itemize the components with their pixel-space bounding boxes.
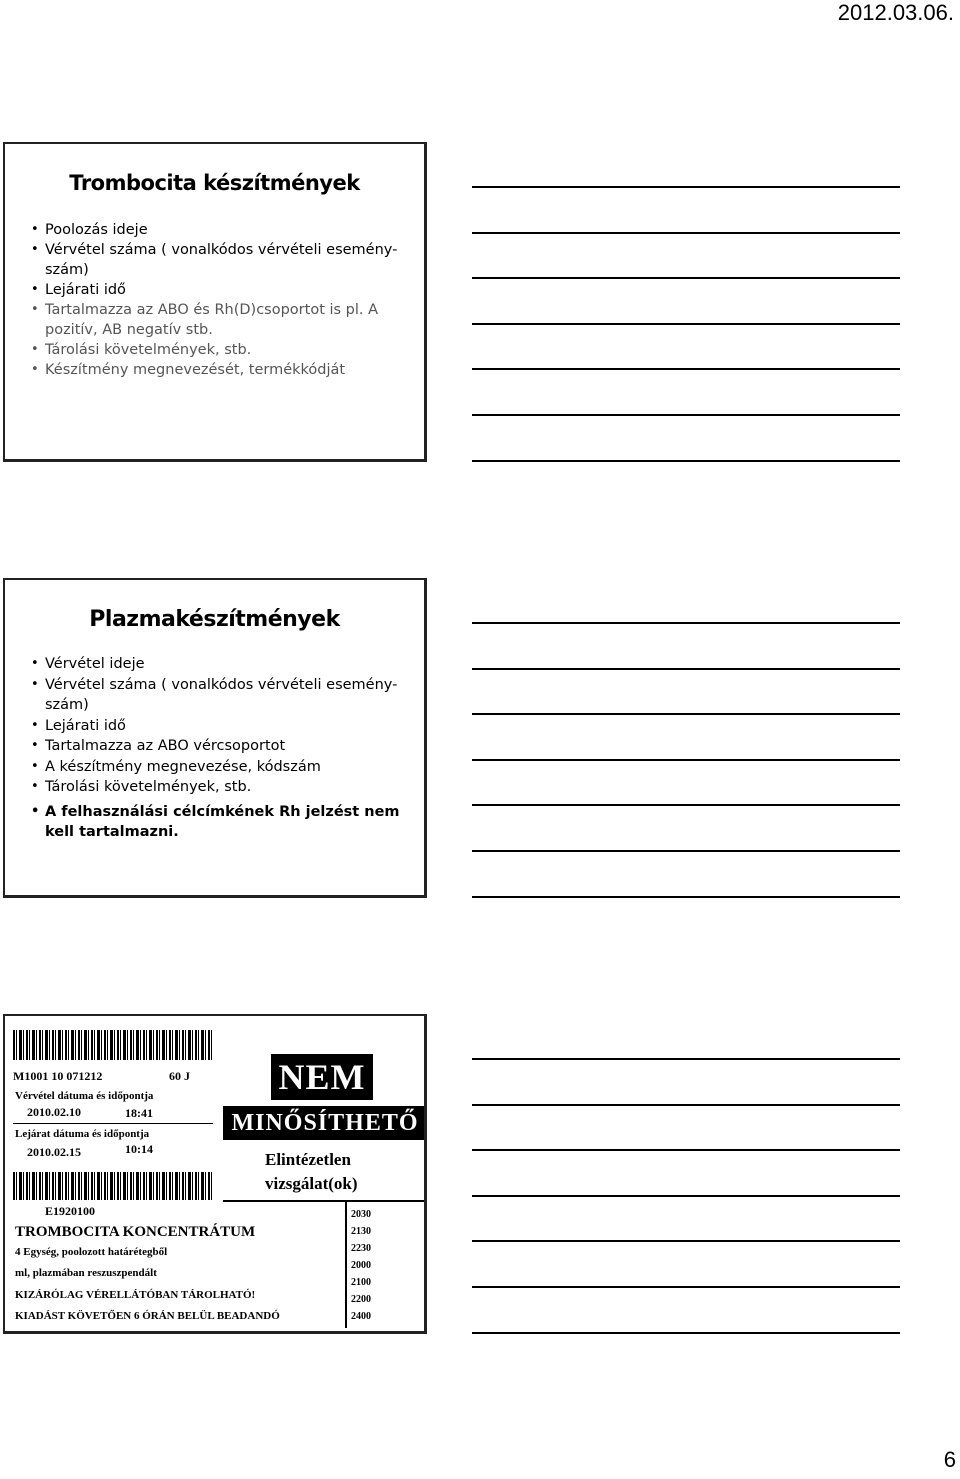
bullet-list [31,654,416,843]
slide-label-image [3,1014,427,1334]
label-code-list [351,1206,371,1325]
label-line3: KIZÁRÓLAG VÉRELLÁTÓBAN TÁROLHATÓ! [15,1289,256,1301]
list-item: • Tartalmazza az ABO vércsoportot [31,736,416,757]
bullet-list [31,220,416,380]
list-item: • A felhasználási célcímkének Rh jelzést nem kell tartalmazni. [31,802,416,843]
list-item: • Lejárati idő [31,280,416,300]
page-number: 6 [943,1447,956,1472]
list-item: • Tárolási követelmények, stb. [31,340,416,360]
label-product-code: E1920100 [45,1204,96,1218]
label-product-name: TROMBOCITA KONCENTRÁTUM [15,1224,256,1240]
label-code-side: 60 J [169,1069,190,1083]
label-collect-time: 18:41 [125,1106,153,1120]
list-item: • A készítmény megnevezése, kódszám [31,757,416,778]
label-code: 2000 [351,1260,371,1271]
label-code: 2130 [351,1226,371,1237]
label-pending2: vizsgálat(ok) [265,1174,358,1193]
list-item: • Vérvétel száma ( vonalkódos vérvételi esemény-szám) [31,675,416,716]
list-item: • Készítmény megnevezését, termékkódját [31,360,416,380]
label-code: 2100 [351,1277,371,1288]
label-collect-date: 2010.02.10 [27,1105,81,1119]
label-not-qualifiable-bottom: MINŐSÍTHETŐ [223,1106,427,1140]
slide-plazma [3,578,427,898]
list-item: • Vérvétel száma ( vonalkódos vérvételi esemény-szám) [31,240,416,280]
list-item: • Vérvétel ideje [31,654,416,675]
label-pending1: Elintézetlen [265,1150,351,1169]
label-code: 2200 [351,1294,371,1305]
label-collect-heading: Vérvétel dátuma és időpontja [15,1090,154,1102]
list-item: • Poolozás ideje [31,220,416,240]
label-not-qualifiable-top: NEM [271,1054,373,1100]
date-header: 2012.03.06. [837,0,954,25]
label-code: 2230 [351,1243,371,1254]
slide-trombocita [3,142,427,462]
list-item: • Tárolási követelmények, stb. [31,777,416,798]
label-expiry-time: 10:14 [125,1142,153,1156]
label-line4: KIADÁST KÖVETŐEN 6 ÓRÁN BELÜL BEADANDÓ [15,1310,280,1322]
label-line2: ml, plazmában reszuszpendált [15,1267,157,1279]
slide-title: Trombocita készítmények [69,171,360,195]
list-item: • Tartalmazza az ABO és Rh(D)csoportot is pl. A pozitív, AB negatív stb. [31,300,416,340]
barcode [13,1172,213,1200]
label-code: 2400 [351,1311,371,1322]
label-expiry-date: 2010.02.15 [27,1145,81,1159]
label-code-line: M1001 10 071212 [13,1069,103,1083]
barcode [13,1030,213,1060]
label-line1: 4 Egység, poolozott határétegből [15,1246,168,1258]
list-item: • Lejárati idő [31,716,416,737]
slide-title: Plazmakészítmények [89,607,340,632]
label-expiry-heading: Lejárat dátuma és időpontja [15,1128,150,1140]
label-code: 2030 [351,1209,371,1220]
blood-product-label [9,1024,420,1327]
